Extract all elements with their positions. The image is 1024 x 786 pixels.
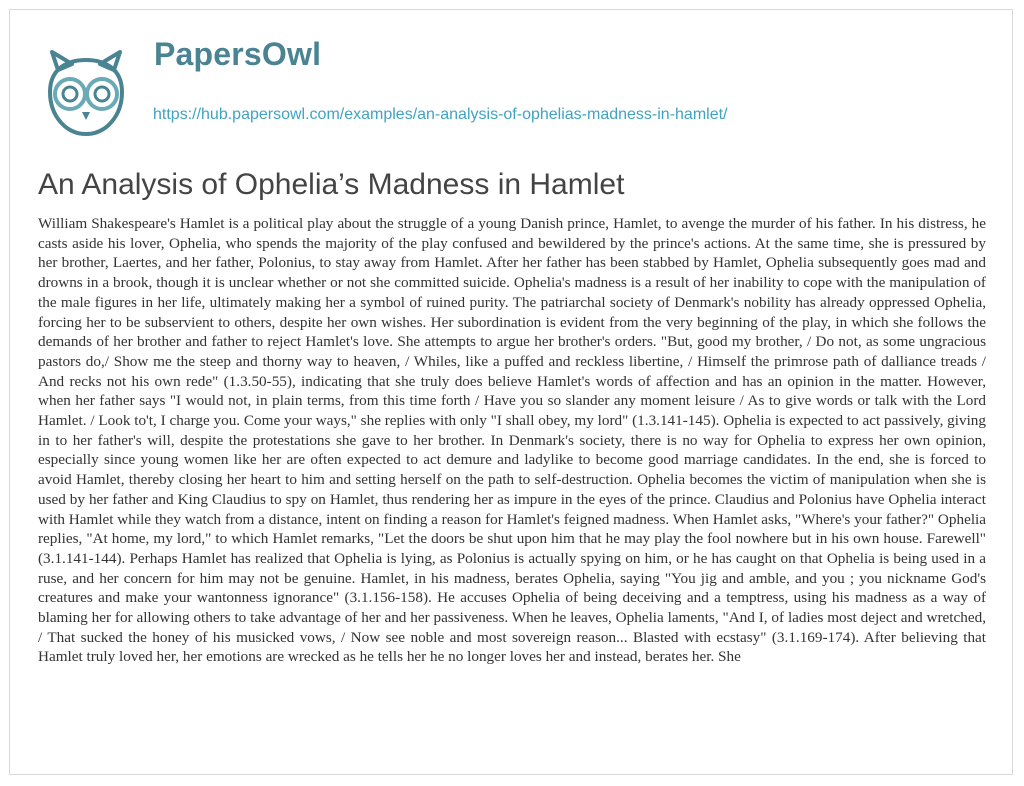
article-title: An Analysis of Ophelia’s Madness in Hamlet: [38, 168, 625, 201]
article-url-link[interactable]: https://hub.papersowl.com/examples/an-analysis-of-ophelias-madness-in-hamlet/: [153, 106, 728, 123]
site-header: [38, 36, 978, 136]
owl-icon[interactable]: [38, 44, 134, 140]
brand-name[interactable]: PapersOwl: [154, 36, 322, 72]
article-body: William Shakespeare's Hamlet is a political play about the struggle of a young Danish prince, Hamlet, to avenge the murder of his father. In his distress, he casts aside his lover, Ophelia, who spends the majority of the play confused and bewildered by the prince's actions. At the same time, she is pressured by her brother, Laertes, and her father, Polonius, to stay away from Hamlet. After her father has been stabbed by Hamlet, Ophelia subsequently goes mad and drowns in a brook, though it is unclear whether or not she committed suicide. Ophelia's madness is a result of her inability to cope with the manipulation of the male figures in her life, ultimately making her a symbol of ruined purity. The patriarchal society of Denmark's nobility has already oppressed Ophelia, forcing her to be subservient to others, despite her own wishes. Her subordination is evident from the very beginning of the play, in which she follows the demands of her brother and father to reject Hamlet's love. She attempts to argue her brother's orders. "But, good my brother, / Do not, as some ungracious pastors do,/ Show me the steep and thorny way to heaven, / Whiles, like a puffed and reckless libertine, / Himself the primrose path of dalliance treads / And recks not his own rede" (1.3.50-55), indicating that she truly does believe Hamlet's words of affection and has an opinion in the matter. However, when her father says "I would not, in plain terms, from this time forth / Have you so slander any moment leisure / As to give words or talk with the Lord Hamlet. / Look to't, I charge you. Come your ways," she replies with only "I shall obey, my lord" (1.3.141-145). Ophelia is expected to act passively, giving in to her father's will, despite the protestations she gave to her brother. In Denmark's society, there is no way for Ophelia to express her own opinion, especially since young women like her are often expected to act demure and ladylike to become good marriage candidates. In the end, she is forced to avoid Hamlet, thereby closing her heart to him and setting herself on the path to self-destruction. Ophelia becomes the victim of manipulation when she is used by her father and King Claudius to spy on Hamlet, thus rendering her as impure in the eyes of the prince. Claudius and Polonius have Ophelia interact with Hamlet while they watch from a distance, intent on finding a reason for Hamlet's feigned madness. When Hamlet asks, "Where's your father?" Ophelia replies, "At home, my lord," to which Hamlet remarks, "Let the doors be shut upon him that he may play the fool nowhere but in his own house. Farewell" (3.1.141-144). Perhaps Hamlet has realized that Ophelia is lying, as Polonius is actually spying on him, or he has caught on that Ophelia is being used in a ruse, and her concern for him may not be genuine. Hamlet, in his madness, berates Ophelia, saying "You jig and amble, and you ; you nickname God's creatures and make your wantonness ignorance" (3.1.156-158). He accuses Ophelia of being deceiving and a temptress, using his madness as a way of blaming her for allowing others to take advantage of her and her passiveness. When he leaves, Ophelia laments, "And I, of ladies most deject and wretched, / That sucked the honey of his musicked vows, / Now see noble and most sovereign reason... Blasted with ecstasy" (3.1.169-174). After believing that Hamlet truly loved her, her emotions are wrecked as he tells her he no longer loves her and instead, berates her. She: [38, 215, 986, 666]
